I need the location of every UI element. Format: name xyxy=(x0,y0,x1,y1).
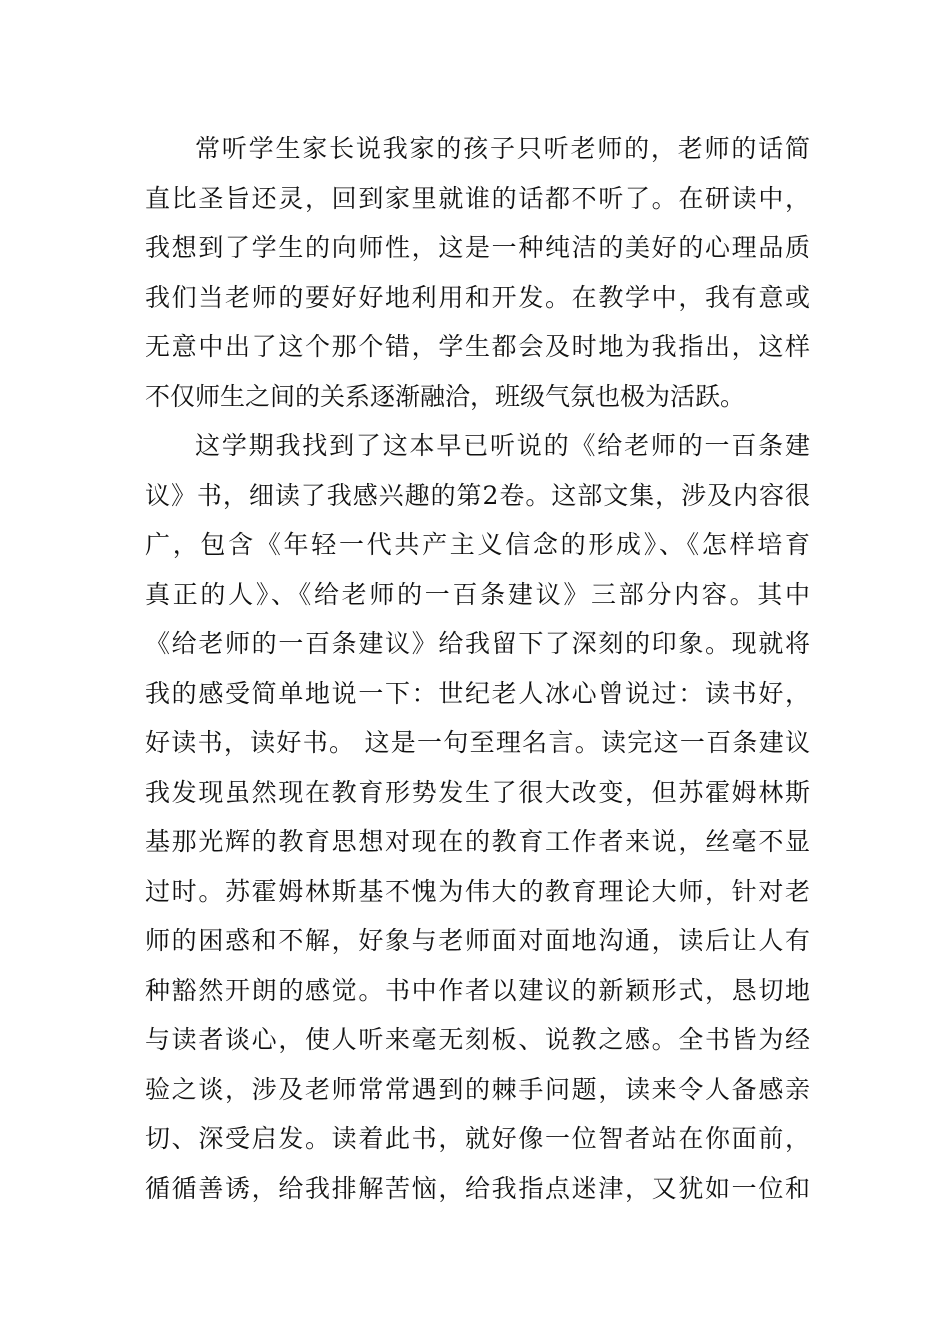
paragraph-1-line-5: 无意中出了这个那个错，学生都会及时地为我指出，这样 xyxy=(145,332,810,361)
paragraph-2-line-14: 验之谈，涉及老师常常遇到的棘手问题，读来令人备感亲 xyxy=(145,1074,810,1104)
paragraph-2-line-13: 与读者谈心，使人听来毫无刻板、说教之感。全书皆为经 xyxy=(145,1025,810,1054)
body-text xyxy=(145,124,810,1213)
paragraph-2-line-11: 师的困惑和不解，好象与老师面对面地沟通，读后让人有 xyxy=(145,926,810,955)
paragraph-2-line-12: 种豁然开朗的感觉。书中作者以建议的新颖形式，恳切地 xyxy=(145,975,810,1005)
paragraph-1-line-3: 我想到了学生的向师性，这是一种纯洁的美好的心理品质 xyxy=(145,233,810,262)
paragraph-1-line-6: 不仅师生之间的关系逐渐融洽，班级气氛也极为活跃。 xyxy=(145,381,746,411)
paragraph-2-line-6: 我的感受简单地说一下：世纪老人冰心曾说过：读书好， xyxy=(145,678,810,708)
paragraph-2-line-9: 基那光辉的教育思想对现在的教育工作者来说，丝毫不显 xyxy=(145,827,810,856)
paragraph-2-line-2: 议》书，细读了我感兴趣的第2卷。这部文集，涉及内容很 xyxy=(145,480,810,510)
paragraph-2-line-10: 过时。苏霍姆林斯基不愧为伟大的教育理论大师，针对老 xyxy=(145,876,810,906)
paragraph-2-line-8: 我发现虽然现在教育形势发生了很大改变，但苏霍姆林斯 xyxy=(145,777,810,807)
paragraph-2-line-15: 切、深受启发。读着此书，就好像一位智者站在你面前， xyxy=(145,1124,810,1153)
paragraph-2-line-16: 循循善诱，给我排解苦恼，给我指点迷津，又犹如一位和 xyxy=(145,1173,810,1203)
paragraph-1-line-2: 直比圣旨还灵，回到家里就谁的话都不听了。在研读中， xyxy=(145,183,810,213)
paragraph-2-line-5: 《给老师的一百条建议》给我留下了深刻的印象。现就将 xyxy=(145,629,810,658)
paragraph-1-line-1: 常听学生家长说我家的孩子只听老师的，老师的话简 xyxy=(195,134,810,163)
paragraph-1-line-4: 我们当老师的要好好地利用和开发。在教学中，我有意或 xyxy=(145,282,810,312)
paragraph-2-line-4: 真正的人》、《给老师的一百条建议》三部分内容。其中 xyxy=(145,579,810,609)
paragraph-2-line-1: 这学期我找到了这本早已听说的《给老师的一百条建 xyxy=(195,431,810,460)
paragraph-2-line-7: 好读书，读好书。 这是一句至理名言。读完这一百条建议 xyxy=(145,728,810,757)
paragraph-2-line-3: 广，包含《年轻一代共产主义信念的形成》、《怎样培育 xyxy=(145,530,810,559)
